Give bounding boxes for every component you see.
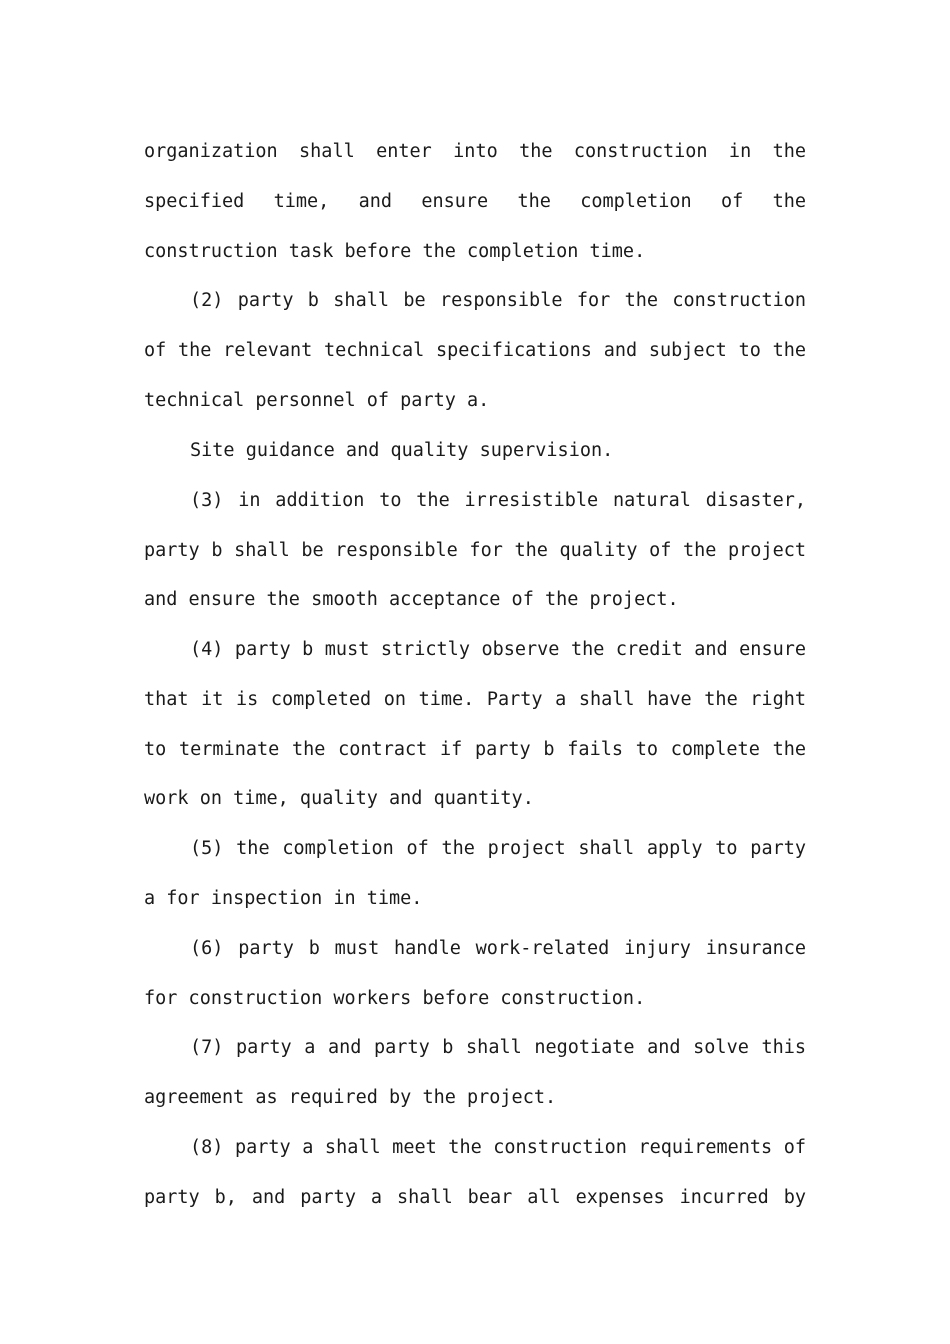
text-line: (8) party a shall meet the construction requirements of [190, 1137, 806, 1158]
text-line: (7) party a and party b shall negotiate and solve this [190, 1037, 806, 1058]
text-line: a for inspection in time. [144, 888, 423, 909]
text-line: (6) party b must handle work-related injury insurance [190, 938, 806, 959]
text-line: and ensure the smooth acceptance of the project. [144, 589, 679, 610]
text-line: party b, and party a shall bear all expenses incurred by [144, 1187, 806, 1208]
text-line: construction task before the completion time. [144, 241, 646, 262]
text-line: (2) party b shall be responsible for the construction [190, 290, 806, 311]
text-line: work on time, quality and quantity. [144, 788, 534, 809]
text-line: that it is completed on time. Party a shall have the right [144, 689, 806, 710]
text-line: of the relevant technical specifications and subject to the [144, 340, 806, 361]
text-line: (5) the completion of the project shall apply to party [190, 838, 806, 859]
text-line: (3) in addition to the irresistible natural disaster, [190, 490, 806, 511]
text-line: (4) party b must strictly observe the credit and ensure [190, 639, 806, 660]
text-line: party b shall be responsible for the quality of the project [144, 540, 806, 561]
text-line: for construction workers before construction. [144, 988, 646, 1009]
text-line: agreement as required by the project. [144, 1087, 557, 1108]
text-line: technical personnel of party a. [144, 390, 490, 411]
text-line: specified time, and ensure the completion of the [144, 191, 806, 212]
text-line: Site guidance and quality supervision. [190, 440, 614, 461]
text-line: to terminate the contract if party b fails to complete the [144, 739, 806, 760]
text-line: organization shall enter into the construction in the [144, 141, 806, 162]
